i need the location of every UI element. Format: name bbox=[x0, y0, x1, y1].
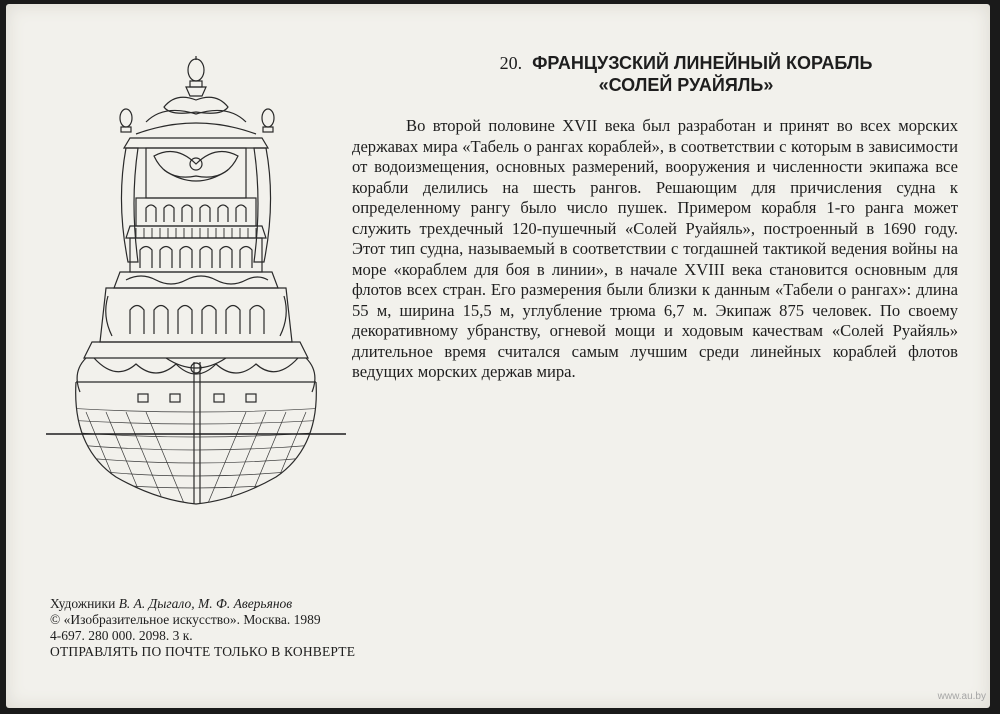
body-text: Во второй половине XVII века был разработан и принят во всех морских державах мира «Табель о рангах кораблей», в соответствии с которым в зависимости от водоизмещения, основных размерений, вооружения и численности экипажа все корабли делились на шесть рангов. Решающим для причисления судна к определенному рангу было число пушек. Примером корабля 1-го ранга может служить трехдечный 120-пушечный «Солей Руайяль», построенный в 1690 году. Этот тип судна, называемый в соответствии с тогдашней тактикой ведения войны на море «кораблем для боя в линии», в начале XVIII века становится основным для флотов всех стран. Его размерения были близки к данным «Табели о рангах»: длина 55 м, ширина 15,5 м, углубление трюма 6,7 м. Экипаж 875 человек. По своему декоративному убранству, огневой мощи и ходовым качествам «Солей Руайяль» длительное время считался самым лучшим среди линейных кораблей флотов ведущих морских держав мира. bbox=[352, 116, 958, 381]
artists-line bbox=[50, 596, 470, 612]
gallery-windows-1 bbox=[146, 205, 246, 222]
lantern-top bbox=[186, 56, 206, 96]
title-line-1: ФРАНЦУЗСКИЙ ЛИНЕЙНЫЙ КОРАБЛЬ bbox=[532, 53, 873, 73]
lantern-right bbox=[262, 109, 274, 132]
gallery-windows-2 bbox=[140, 247, 252, 269]
publisher-line: © «Изобразительное искусство». Москва. 1989 bbox=[50, 612, 321, 627]
ship-stern-illustration bbox=[46, 52, 346, 508]
title-number: 20. bbox=[499, 53, 523, 73]
lantern-left bbox=[120, 109, 132, 132]
hull-planking bbox=[66, 408, 326, 508]
title-line-2: «СОЛЕЙ РУАЙЯЛЬ» bbox=[598, 75, 774, 95]
artists-label: Художники bbox=[50, 596, 116, 611]
mail-note: ОТПРАВЛЯТЬ ПО ПОЧТЕ ТОЛЬКО В КОНВЕРТЕ bbox=[50, 644, 356, 659]
watermark: www.au.by bbox=[937, 691, 986, 702]
print-code-line: 4-697. 280 000. 2098. 3 к. bbox=[50, 628, 193, 643]
gallery-windows-3 bbox=[130, 306, 264, 335]
credits-block bbox=[50, 596, 470, 660]
artists-names: В. А. Дыгало, М. Ф. Аверьянов bbox=[118, 596, 293, 611]
postcard bbox=[6, 4, 990, 708]
card-title bbox=[426, 52, 946, 96]
